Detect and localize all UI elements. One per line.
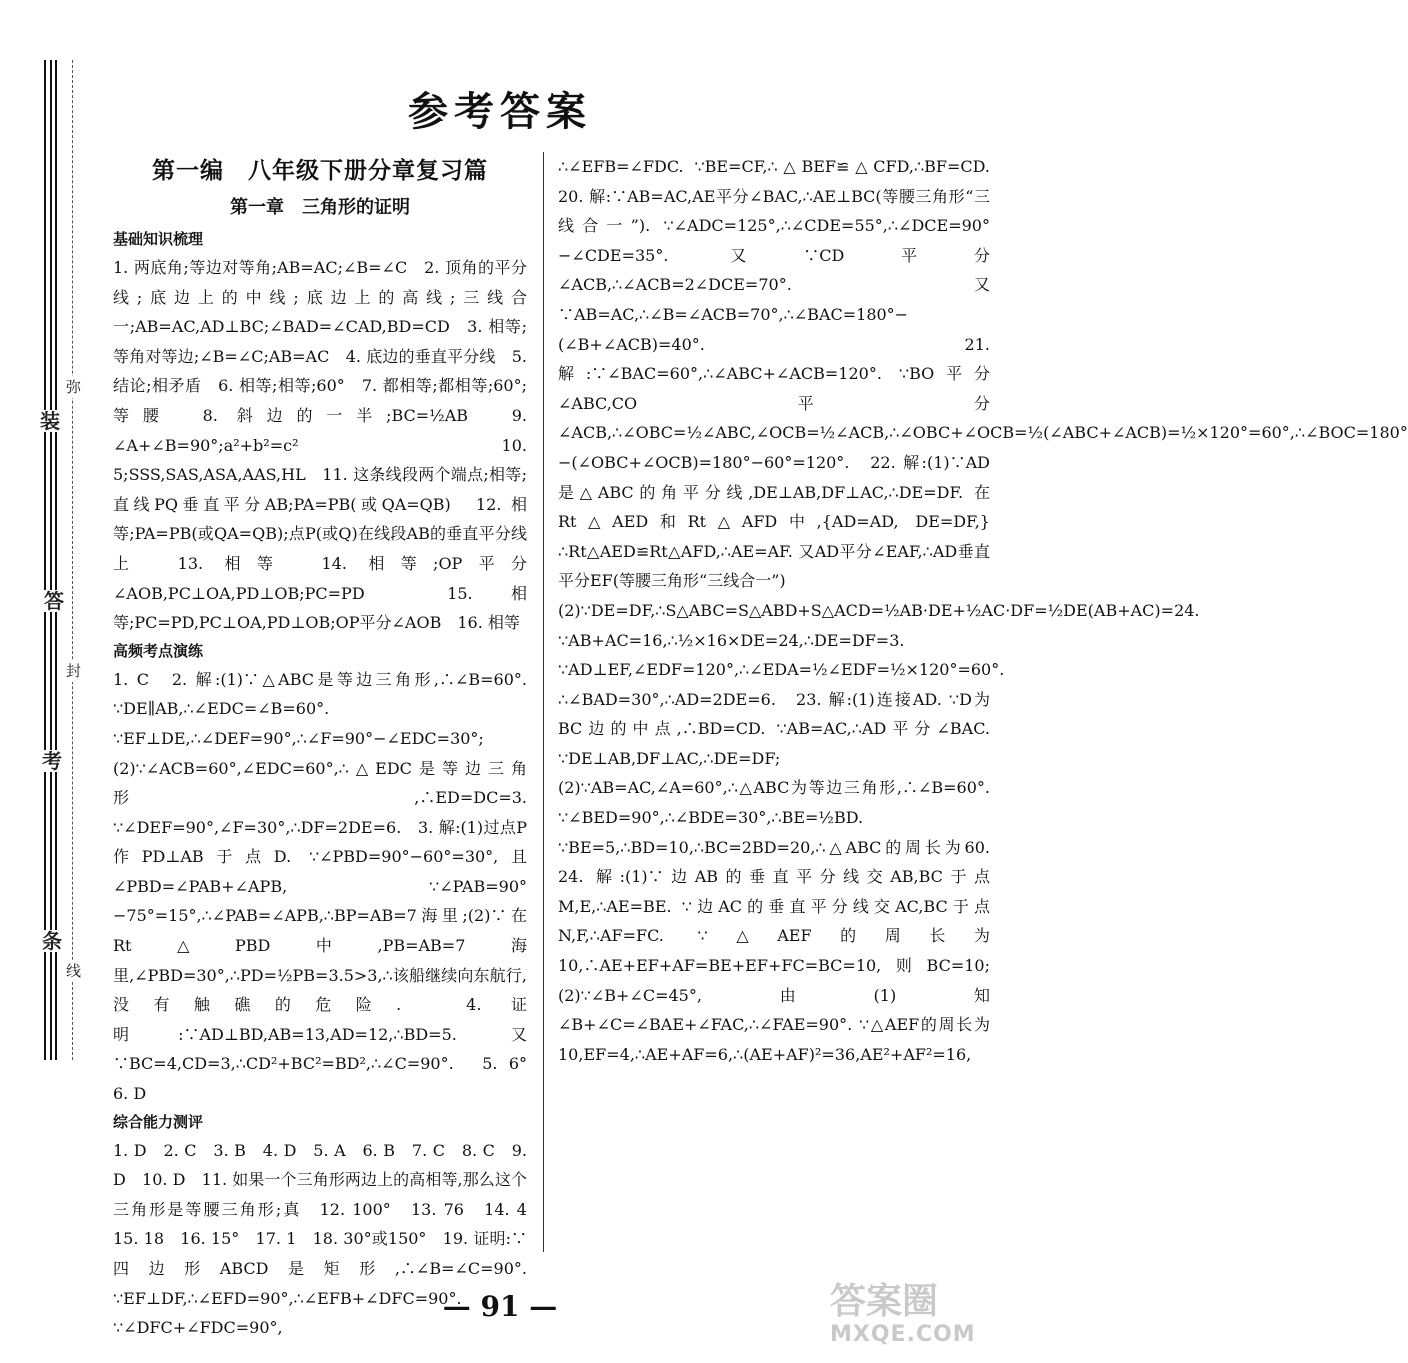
binding-rule — [50, 60, 52, 1060]
watermark-text: 答案圈 — [830, 1281, 939, 1322]
answers-comprehensive: 1. D 2. C 3. B 4. D 5. A 6. B 7. C 8. C 9. D 10. D 11. 如果一个三角形两边上的高相等,那么这个三角形是等腰三角形;真 12. 100° 13. 76 14. 4 15. 18 16. 15° 17. 1 18. 30°或150° 19. 证明:∵四边形ABCD是矩形,∴∠B=∠C=90°. ∵EF⊥DF,∴∠EFD=90°,∴∠EFB+∠DFC=90°. ∵∠DFC+∠FDC=90°, — [113, 1140, 544, 1338]
answers-continued-1: ∴∠EFB=∠FDC. ∵BE=CF,∴△BEF≌△CFD,∴BF=CD. 20. 解:∵AB=AC,AE平分∠BAC,∴AE⊥BC(等腰三角形“三线合一”). ∵∠ADC=125°,∴∠CDE=55°,∴∠DCE=90°−∠CDE=35°. 又∵CD平分∠ACB,∴∠ACB=2∠DCE=70°. 又∵AB=AC,∴∠B=∠ACB=70°,∴∠BAC=180°−(∠B+∠ACB)=40°. 21. 解:∵∠BAC=60°,∴∠ABC+∠ACB=120°. ∵BO平分∠ABC,CO平分∠ACB,∴∠OBC=½∠ABC,∠OCB=½∠ACB,∴∠OBC+∠OCB=½(∠ABC+∠ACB)=½×120°=60°,∴∠BOC=180°−(∠OBC+∠OCB)=180°−60°=120°. 22. 解:(1)∵AD是△ABC的角平分线,DE⊥AB,DF⊥AC,∴DE=DF. 在Rt△AED和Rt△AFD中,{AD=AD, DE=DF,}∴Rt△AED≌Rt△AFD,∴AE=AF. 又AD平分∠EAF,∴AD垂直平分EF(等腰三角形“三线合一”) — [558, 157, 1408, 591]
watermark-url: MXQE.COM — [830, 1322, 976, 1347]
binding-char: 弥 — [66, 378, 82, 396]
section-heading-basic: 基础知识梳理 — [113, 230, 204, 248]
binding-dash-line — [72, 60, 73, 1060]
chapter-title: 第一章 三角形的证明 — [230, 197, 410, 218]
page-title: 参考答案 — [408, 89, 592, 135]
section-heading-frequent: 高频考点演练 — [113, 641, 204, 660]
watermark-logo — [830, 1282, 990, 1358]
binding-char: 条 — [42, 929, 62, 953]
right-column — [558, 152, 1408, 1069]
binding-char: 装 — [40, 409, 60, 433]
answers-continued-2: (2)∵DE=DF,∴S△ABC=S△ABD+S△ACD=½AB·DE+½AC·DF=½DE(AB+AC)=24. ∵AB+AC=16,∴½×16×DE=24,∴DE=DF=3. ∵AD⊥EF,∠EDF=120°,∴∠EDA=½∠EDF=½×120°=60°. ∴∠BAD=30°,∴AD=2DE=6. 23. 解:(1)连接AD. ∵D为BC边的中点,∴BD=CD. ∵AB=AC,∴AD平分∠BAC. ∵DE⊥AB,DF⊥AC,∴DE=DF;(2)∵AB=AC,∠A=60°,∴△ABC为等边三角形,∴∠B=60°. ∵∠BED=90°,∴∠BDE=30°,∴BE=½BD. ∵BE=5,∴BD=10,∴BC=2BD=20,∴△ABC的周长为60. 24. 解:(1)∵边AB的垂直平分线交AB,BC于点M,E,∴AE=BE. ∵边AC的垂直平分线交AC,BC于点N,F,∴AF=FC. ∵△AEF的周长为10,∴AE+EF+AF=BE+EF+FC=BC=10,则BC=10;(2)∵∠B+∠C=45°,由(1)知∠B+∠C=∠BAE+∠FAC,∴∠FAE=90°. ∵△AEF的周长为10,EF=4,∴AE+AF=6,∴(AE+AF)²=36,AE²+AF²=16, — [558, 600, 1200, 1064]
answers-basic: 1. 两底角;等边对等角;AB=AC;∠B=∠C 2. 顶角的平分线;底边上的中线;底边上的高线;三线合一;AB=AC,AD⊥BC;∠BAD=∠CAD,BD=CD 3. 相等;等角对等边;∠B=∠C;AB=AC 4. 底边的垂直平分线 5. 结论;相矛盾 6. 相等;相等;60° 7. 都相等;都相等;60°;等腰 8. 斜边的一半;BC=½AB 9. ∠A+∠B=90°;a²+b²=c² 10. 5;SSS,SAS,ASA,AAS,HL 11. 这条线段两个端点;相等;直线PQ垂直平分AB;PA=PB(或QA=QB) 12. 相等;PA=PB(或QA=QB);点P(或Q)在线段AB的垂直平分线上 13. 相等 14. 相等;OP平分∠AOB,PC⊥OA,PD⊥OB;PC=PD 15. 相等;PC=PD,PC⊥OA,PD⊥OB;OP平分∠AOB 16. 相等 — [113, 258, 527, 633]
part-title: 第一编 八年级下册分章复习篇 — [152, 158, 488, 184]
binding-char: 线 — [66, 962, 82, 980]
binding-rule — [44, 60, 46, 1060]
binding-char: 封 — [66, 662, 82, 680]
column-divider — [543, 152, 544, 1252]
answers-frequent: 1. C 2. 解:(1)∵△ABC是等边三角形,∴∠B=60°. ∵DE∥AB,∴∠EDC=∠B=60°. ∵EF⊥DE,∴∠DEF=90°,∴∠F=90°−∠EDC=30°;(2)∵∠ACB=60°,∠EDC=60°,∴△EDC是等边三角形,∴ED=DC=3. ∵∠DEF=90°,∠F=30°,∴DF=2DE=6. 3. 解:(1)过点P作PD⊥AB于点D. ∵∠PBD=90°−60°=30°,且∠PBD=∠PAB+∠APB, ∵∠PAB=90°−75°=15°,∴∠PAB=∠APB,∴BP=AB=7海里;(2)∵在Rt△PBD中,PB=AB=7海里,∠PBD=30°,∴PD=½PB=3.5>3,∴该船继续向东航行,没有触礁的危险. 4. 证明:∵AD⊥BD,AB=13,AD=12,∴BD=5. 又∵BC=4,CD=3,∴CD²+BC²=BD²,∴∠C=90°. 5. 6° 6. D — [113, 669, 544, 1104]
section-heading-comprehensive: 综合能力测评 — [113, 1112, 204, 1131]
binding-char: 答 — [44, 589, 64, 613]
binding-margin — [30, 60, 90, 1060]
page-number: — 91 — — [442, 1290, 558, 1323]
left-column — [113, 152, 544, 1343]
binding-rule — [55, 60, 57, 1060]
binding-char: 考 — [42, 749, 62, 773]
